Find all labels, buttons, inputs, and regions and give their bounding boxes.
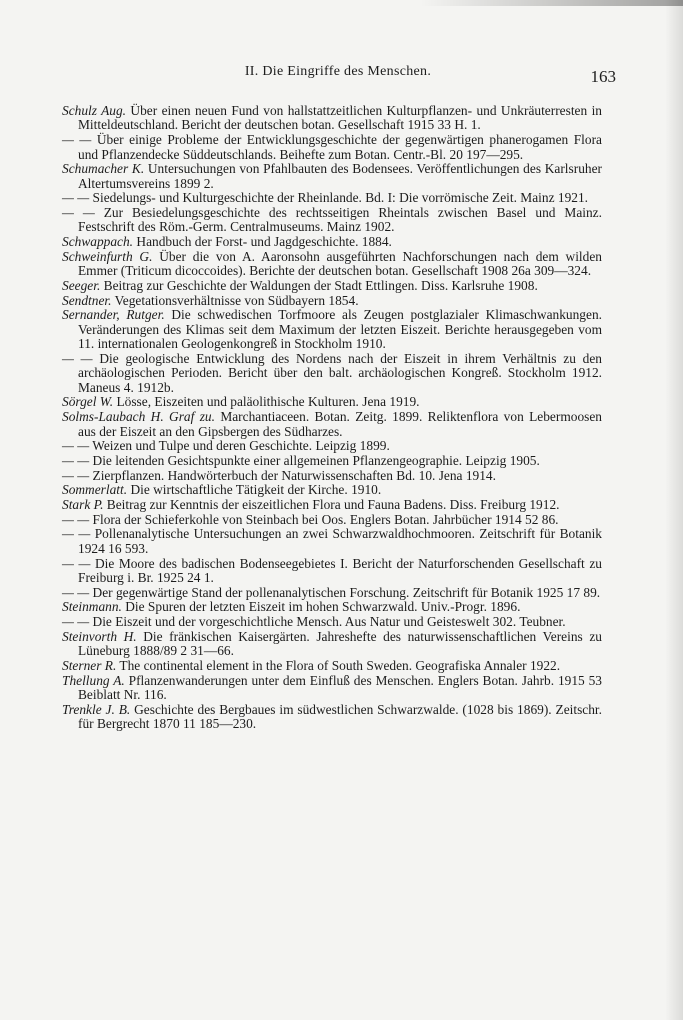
entry-author: Sernander, Rutger. (62, 307, 165, 323)
entry-text: Marchantiaceen. Botan. Zeitg. 1899. Reliktenflora von Lebermoosen aus der Eiszeit an den Gipsbergen des Südharzes. (78, 409, 602, 439)
page-header (60, 64, 616, 88)
entry-author: Schwappach. (62, 234, 134, 250)
entry-author: — — (62, 614, 90, 630)
bibliography-entry (62, 191, 602, 205)
bibliography-entry (62, 410, 602, 439)
entry-text: Über die von A. Aaronsohn ausgeführten Nachforschungen nach dem wilden Emmer (Triticum dicoccoides). Berichte der deutschen botan. Gesellschaft 1908 26a 309—324. (78, 248, 602, 279)
entry-text: Der gegenwärtige Stand der pollenanalytischen Forschung. Zeitschrift für Botanik 1925 17 89. (92, 584, 601, 600)
entry-author: Stark P. (62, 497, 104, 513)
bibliography-entry (62, 104, 602, 133)
bibliography-entry (62, 703, 602, 732)
entry-text: Lösse, Eiszeiten und paläolithische Kulturen. Jena 1919. (116, 394, 420, 410)
entry-text: Die Moore des badischen Bodenseegebietes I. Bericht der Naturforschenden Gesellschaft zu Freiburg i. Br. 1925 24 1. (78, 555, 602, 585)
bibliography-list (62, 104, 602, 731)
entry-text: Die geologische Entwicklung des Nordens nach der Eiszeit in ihrem Verhältnis zu den archäologischen Perioden. Bericht über den balt. archäologischen Kongreß. Stockholm 1912. Maneus 4. 1912b. (78, 350, 603, 395)
entry-author: Schumacher K. (62, 161, 145, 177)
entry-author: — — (62, 190, 90, 206)
entry-text: Pollenanalytische Untersuchungen an zwei Schwarzwaldhochmooren. Zeitschrift für Botanik 1924 16 593. (78, 526, 602, 556)
entry-author: — — (62, 511, 90, 527)
bibliography-entry (62, 206, 602, 235)
entry-author: Steinvorth H. (62, 628, 137, 644)
bibliography-entry (62, 395, 602, 409)
entry-text: Über einen neuen Fund von hallstattzeitlichen Kulturpflanzen- und Unkräuterresten in Mitteldeutschland. Bericht der deutschen botan. Gesellschaft 1915 33 H. 1. (78, 103, 602, 133)
entry-text: The continental element in the Flora of South Sweden. Geografiska Annaler 1922. (119, 657, 561, 673)
bibliography-entry (62, 483, 602, 497)
entry-author: Trenkle J. B. (62, 701, 131, 717)
entry-author: Thellung A. (62, 672, 125, 688)
bibliography-entry (62, 557, 602, 586)
entry-text: Siedelungs- und Kulturgeschichte der Rheinlande. Bd. I: Die vorrömische Zeit. Mainz 1921. (92, 190, 588, 206)
entry-author: — — (62, 132, 92, 148)
entry-author: Sommerlatt. (62, 482, 128, 498)
bibliography-entry (62, 674, 602, 703)
entry-author: — — (62, 350, 93, 366)
entry-text: Zur Besiedelungsgeschichte des rechtsseitigen Rheintals zwischen Basel und Mainz. Festschrift des Röm.-Germ. Centralmuseums. Mainz 1902. (78, 205, 602, 235)
entry-text: Vegetationsverhältnisse von Südbayern 1854. (114, 292, 359, 308)
bibliography-entry (62, 250, 602, 279)
entry-text: Flora der Schieferkohle von Steinbach bei Oos. Englers Botan. Jahrbücher 1914 52 86. (92, 511, 559, 527)
entry-author: Steinmann. (62, 599, 122, 615)
entry-author: Seeger. (62, 277, 101, 293)
entry-author: Sendtner. (62, 292, 112, 308)
entry-author: — — (62, 584, 90, 600)
entry-text: Die Spuren der letzten Eiszeit im hohen Schwarzwald. Univ.-Progr. 1896. (125, 599, 521, 615)
entry-text: Weizen und Tulpe und deren Geschichte. Leipzig 1899. (92, 438, 390, 454)
entry-text: Die fränkischen Kaisergärten. Jahreshefte des naturwissenschaftlichen Vereins zu Lüneburg 1888/89 2 31—66. (78, 628, 602, 659)
entry-author: — — (62, 438, 90, 454)
bibliography-entry (62, 527, 602, 556)
scan-shadow-right (665, 0, 683, 1020)
entry-author: Schweinfurth G. (62, 248, 153, 264)
bibliography-entry (62, 469, 602, 483)
entry-text: Die Eiszeit und der vorgeschichtliche Mensch. Aus Natur und Geisteswelt 302. Teubner. (92, 614, 566, 630)
bibliography-entry (62, 279, 602, 293)
entry-author: — — (62, 526, 91, 542)
entry-text: Beitrag zur Kenntnis der eiszeitlichen Flora und Fauna Badens. Diss. Freiburg 1912. (106, 497, 560, 513)
entry-author: — — (62, 467, 90, 483)
entry-author: Sterner R. (62, 657, 117, 673)
entry-text: Zierpflanzen. Handwörterbuch der Naturwissenschaften Bd. 10. Jena 1914. (92, 467, 496, 483)
bibliography-entry (62, 615, 602, 629)
bibliography-entry (62, 659, 602, 673)
entry-text: Pflanzenwanderungen unter dem Einfluß des Menschen. Englers Botan. Jahrb. 1915 53 Beiblatt Nr. 116. (78, 672, 602, 702)
bibliography-entry (62, 600, 602, 614)
running-head: II. Die Eingriffe des Menschen. (244, 64, 432, 79)
entry-author: Solms-Laubach H. Graf zu. (62, 409, 215, 425)
entry-text: Handbuch der Forst- und Jagdgeschichte. 1884. (136, 234, 392, 250)
entry-author: Sörgel W. (62, 394, 114, 410)
bibliography-entry (62, 162, 602, 191)
entry-author: — — (62, 452, 90, 468)
bibliography-entry (62, 133, 602, 162)
scan-shadow-top (420, 0, 683, 6)
bibliography-entry (62, 513, 602, 527)
entry-text: Untersuchungen von Pfahlbauten des Bodensees. Veröffentlichungen des Karlsruher Altertumsvereins 1899 2. (78, 161, 602, 191)
entry-text: Beitrag zur Geschichte der Waldungen der Stadt Ettlingen. Diss. Karlsruhe 1908. (103, 277, 538, 293)
bibliography-entry (62, 454, 602, 468)
bibliography-entry (62, 352, 602, 395)
entry-text: Über einige Probleme der Entwicklungsgeschichte der gegenwärtigen phanerogamen Flora und Pflanzendecke Süddeutschlands. Beihefte zum Botan. Centr.-Bl. 20 197—295. (78, 132, 602, 162)
entry-text: Die schwedischen Torfmoore als Zeugen postglazialer Klimaschwankungen. Veränderungen des Klimas seit dem Maximum der letzten Eiszeit. Berichte herausgegeben vom 11. internationalen Geologenkongreß in Stockholm 1910. (78, 307, 602, 352)
entry-author: — — (62, 555, 91, 571)
bibliography-entry (62, 308, 602, 351)
entry-text: Die leitenden Gesichtspunkte einer allgemeinen Pflanzengeographie. Leipzig 1905. (92, 452, 540, 468)
entry-text: Geschichte des Bergbaues im südwestlichen Schwarzwalde. (1028 bis 1869). Zeitschr. für Bergrecht 1870 11 185—230. (78, 701, 602, 732)
entry-text: Die wirtschaftliche Tätigkeit der Kirche. 1910. (130, 482, 382, 498)
bibliography-entry (62, 498, 602, 512)
page-number: 163 (590, 67, 616, 86)
bibliography-entry (62, 235, 602, 249)
entry-author: Schulz Aug. (62, 103, 127, 118)
bibliography-entry (62, 630, 602, 659)
bibliography-entry (62, 294, 602, 308)
entry-author: — — (62, 205, 95, 221)
bibliography-entry (62, 586, 602, 600)
bibliography-entry (62, 439, 602, 453)
